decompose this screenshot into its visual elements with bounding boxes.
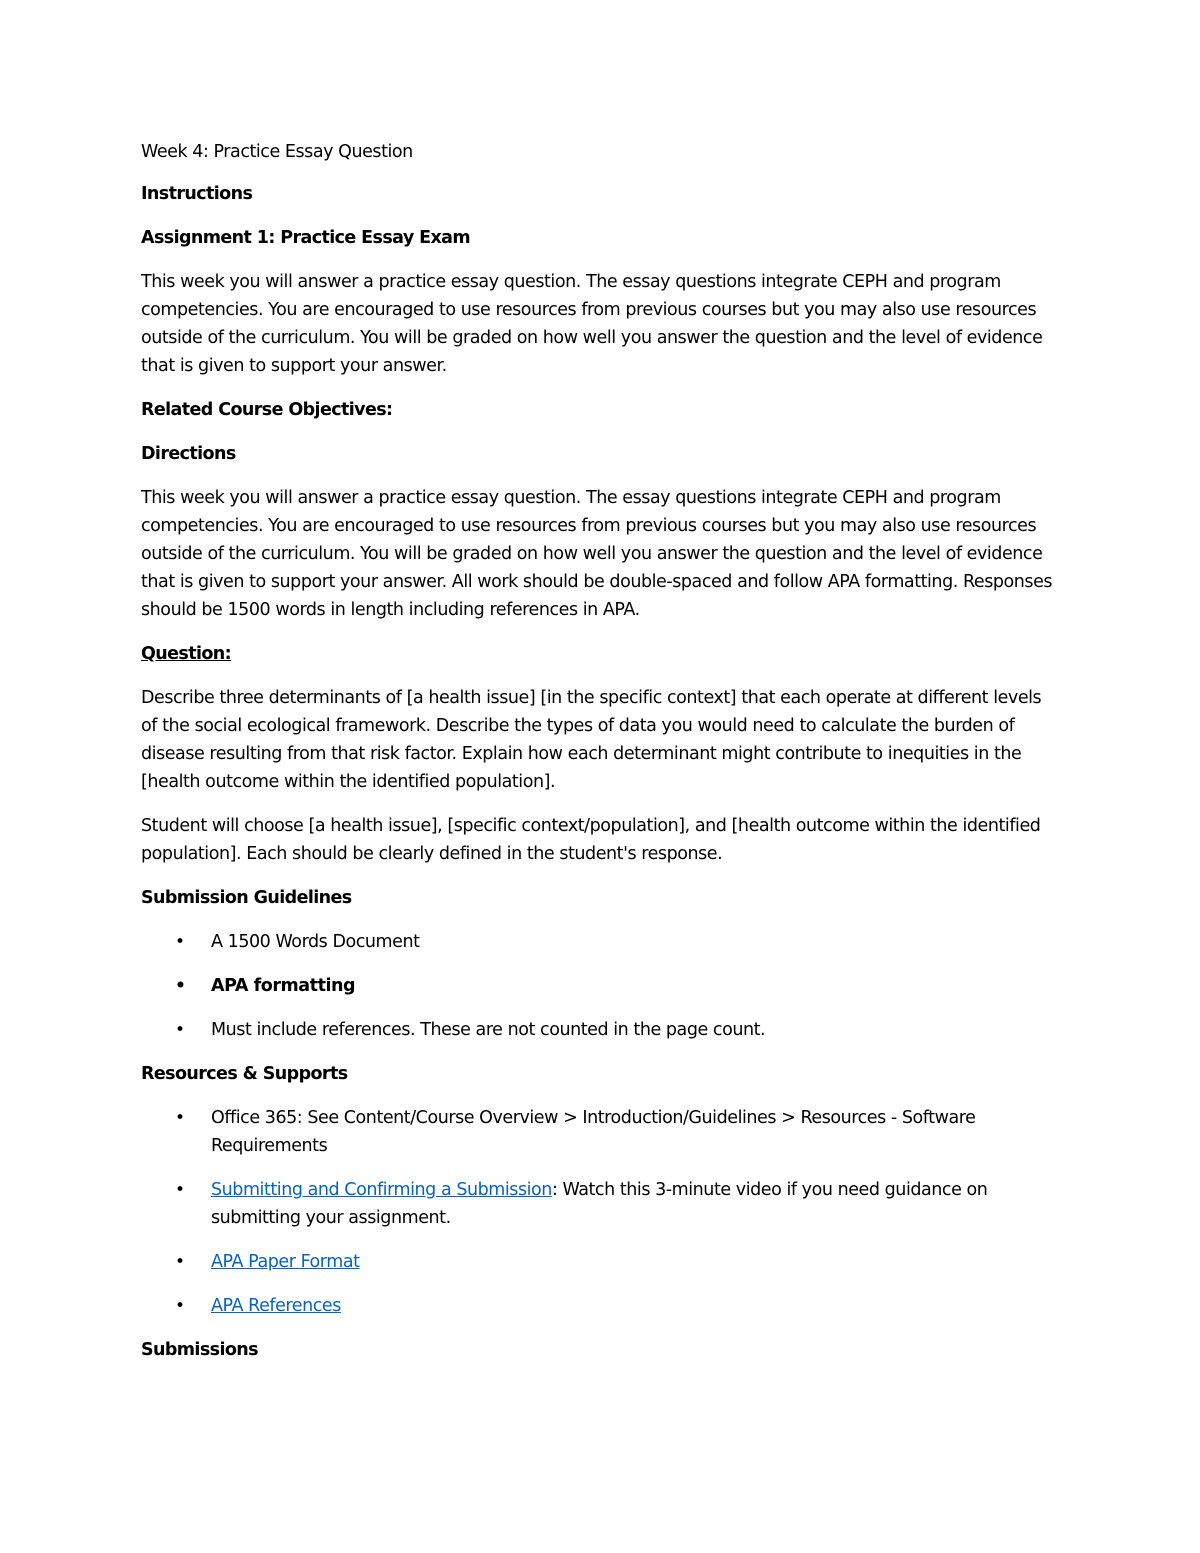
list-item-text: Office 365: See Content/Course Overview > Introduction/Guidelines > Resources - Software Requirements [211,1108,976,1156]
heading-directions: Directions [141,444,236,464]
document-title: Week 4: Practice Essay Question [141,142,413,162]
list-item-text: A 1500 Words Document [211,932,420,952]
list-item [141,1292,1061,1320]
list-item-text: : Watch this 3-minute video if you need guidance on submitting your assignment. [211,1180,988,1228]
list-item [141,1176,1061,1232]
heading-course-objectives: Related Course Objectives: [141,400,393,420]
submitting-confirming-link[interactable]: Submitting and Confirming a Submission [211,1180,552,1200]
list-item [141,972,1061,1000]
choice-paragraph: Student will choose [a health issue], [specific context/population], and [health outcome within the identified population]. Each should be clearly defined in the student's response. [141,816,1041,864]
bullet-icon: • [175,1020,185,1040]
bullet-icon: • [175,976,186,996]
resources-list [141,1104,1061,1320]
submission-guidelines-list [141,928,1061,1044]
heading-instructions: Instructions [141,184,253,204]
question-paragraph: Describe three determinants of [a health issue] [in the specific context] that each operate at different levels of the social ecological framework. Describe the types of data you would need to calculate the burden of disease resulting from that risk factor. Explain how each determinant might contribute to inequities in the [health outcome within the identified population]. [141,688,1042,792]
list-item [141,1248,1061,1276]
bullet-icon: • [175,932,185,952]
document-page [141,138,1061,1380]
list-item [141,928,1061,956]
heading-question: Question: [141,644,232,664]
list-item-text: APA formatting [211,976,356,996]
apa-references-link[interactable]: APA References [211,1296,341,1316]
list-item [141,1016,1061,1044]
directions-paragraph: This week you will answer a practice essay question. The essay questions integrate CEPH and program competencies. You are encouraged to use resources from previous courses but you may also use resources outside of the curriculum. You will be graded on how well you answer the question and the level of evidence that is given to support your answer. All work should be double-spaced and follow APA formatting. Responses should be 1500 words in length including references in APA. [141,488,1053,620]
heading-submission-guidelines: Submission Guidelines [141,888,352,908]
intro-paragraph: This week you will answer a practice essay question. The essay questions integrate CEPH and program competencies. You are encouraged to use resources from previous courses but you may also use resources outside of the curriculum. You will be graded on how well you answer the question and the level of evidence that is given to support your answer. [141,272,1043,376]
apa-paper-format-link[interactable]: APA Paper Format [211,1252,360,1272]
bullet-icon: • [175,1108,185,1128]
list-item [141,1104,1061,1160]
bullet-icon: • [175,1252,185,1272]
list-item-text: Must include references. These are not counted in the page count. [211,1020,766,1040]
bullet-icon: • [175,1296,185,1316]
heading-submissions: Submissions [141,1340,258,1360]
heading-assignment: Assignment 1: Practice Essay Exam [141,228,471,248]
heading-resources-supports: Resources & Supports [141,1064,348,1084]
bullet-icon: • [175,1180,185,1200]
